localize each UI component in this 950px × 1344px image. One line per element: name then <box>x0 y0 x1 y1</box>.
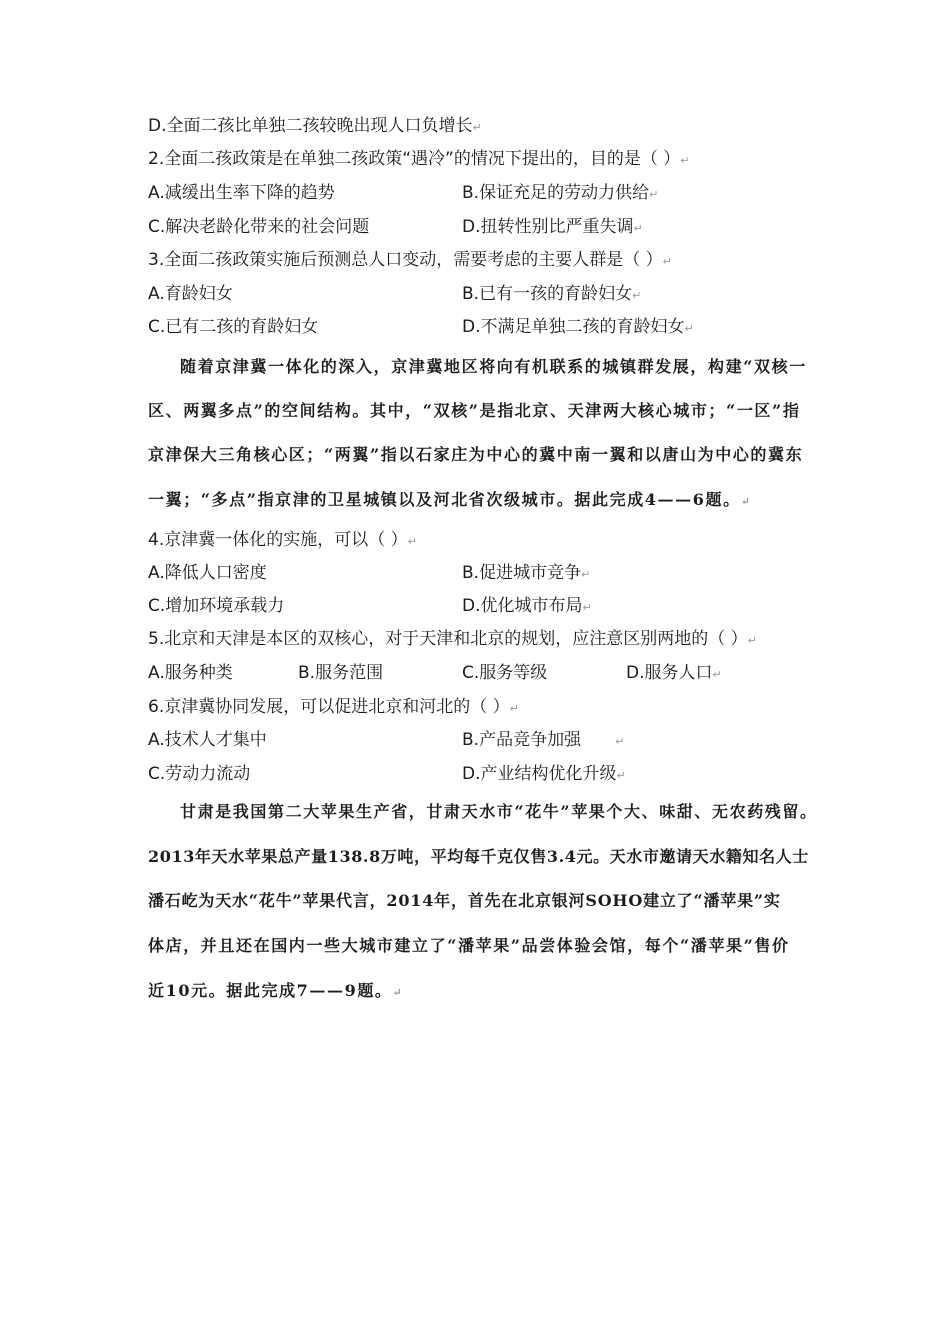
passage-2-line-3: 潘石屹为天水“花牛”苹果代言，2014年，首先在北京银河SOHO建立了“潘苹果”实 <box>148 891 781 910</box>
question-3-option-c: C.已有二孩的育龄妇女 <box>148 317 319 337</box>
passage-2-line-5: 近10元。据此完成7——9题。↵ <box>148 981 404 1000</box>
passage-1-line-4: 一翼；“多点”指京津的卫星城镇以及河北省次级城市。据此完成4——6题。↵ <box>148 490 752 509</box>
question-4-option-d: D.优化城市布局↵ <box>462 596 592 616</box>
question-6-option-c: C.劳动力流动 <box>148 764 251 784</box>
passage-1-line-2: 区、两翼多点”的空间结构。其中，“双核”是指北京、天津两大核心城市；“一区”指 <box>148 401 801 420</box>
passage-1-line-1: 随着京津冀一体化的深入，京津冀地区将向有机联系的城镇群发展，构建“双核一 <box>180 357 807 376</box>
question-6-stem: 6.京津冀协同发展，可以促进北京和河北的（ ）↵ <box>148 697 519 717</box>
passage-2-line-1: 甘肃是我国第二大苹果生产省，甘肃天水市“花牛”苹果个大、味甜、无农药残留。 <box>180 802 818 821</box>
question-4-option-a: A.降低人口密度 <box>148 563 267 583</box>
question-2-option-b: B.保证充足的劳动力供给↵ <box>462 183 659 203</box>
question-3-option-b: B.已有一孩的育龄妇女↵ <box>462 284 642 304</box>
question-5-option-b: B.服务范围 <box>298 663 384 683</box>
question-2-option-a: A.减缓出生率下降的趋势 <box>148 183 335 203</box>
question-2-option-d: D.扭转性别比严重失调↵ <box>462 217 643 237</box>
question-6-option-b: B.产品竞争加强 ↵ <box>462 730 625 750</box>
question-3-stem: 3.全面二孩政策实施后预测总人口变动，需要考虑的主要人群是（ ）↵ <box>148 250 672 270</box>
question-3-option-a: A.育龄妇女 <box>148 284 233 304</box>
question-5-option-c: C.服务等级 <box>462 663 548 683</box>
question-3-option-d: D.不满足单独二孩的育龄妇女↵ <box>462 317 694 337</box>
question-5-stem: 5.北京和天津是本区的双核心，对于天津和北京的规划，应注意区别两地的（ ）↵ <box>148 629 757 649</box>
question-4-option-b: B.促进城市竞争↵ <box>462 563 591 583</box>
question-4-stem: 4.京津冀一体化的实施，可以（ ）↵ <box>148 530 417 550</box>
question-1-option-d: D.全面二孩比单独二孩较晚出现人口负增长↵ <box>148 116 482 136</box>
passage-2-line-4: 体店，并且还在国内一些大城市建立了“潘苹果”品尝体验会馆，每个“潘苹果”售价 <box>148 936 790 955</box>
passage-1-line-3: 京津保大三角核心区；“两翼”指以石家庄为中心的冀中南一翼和以唐山为中心的冀东 <box>148 445 804 464</box>
question-6-option-d: D.产业结构优化升级↵ <box>462 764 626 784</box>
question-4-option-c: C.增加环境承载力 <box>148 596 285 616</box>
question-5-option-d: D.服务人口↵ <box>626 663 722 683</box>
passage-2-line-2: 2013年天水苹果总产量138.8万吨，平均每千克仅售3.4元。天水市邀请天水籍知名人士 <box>148 847 809 866</box>
question-2-stem: 2.全面二孩政策是在单独二孩政策“遇冷”的情况下提出的，目的是（ ）↵ <box>148 149 690 169</box>
question-2-option-c: C.解决老龄化带来的社会问题 <box>148 217 370 237</box>
question-6-option-a: A.技术人才集中 <box>148 730 267 750</box>
question-5-option-a: A.服务种类 <box>148 663 233 683</box>
